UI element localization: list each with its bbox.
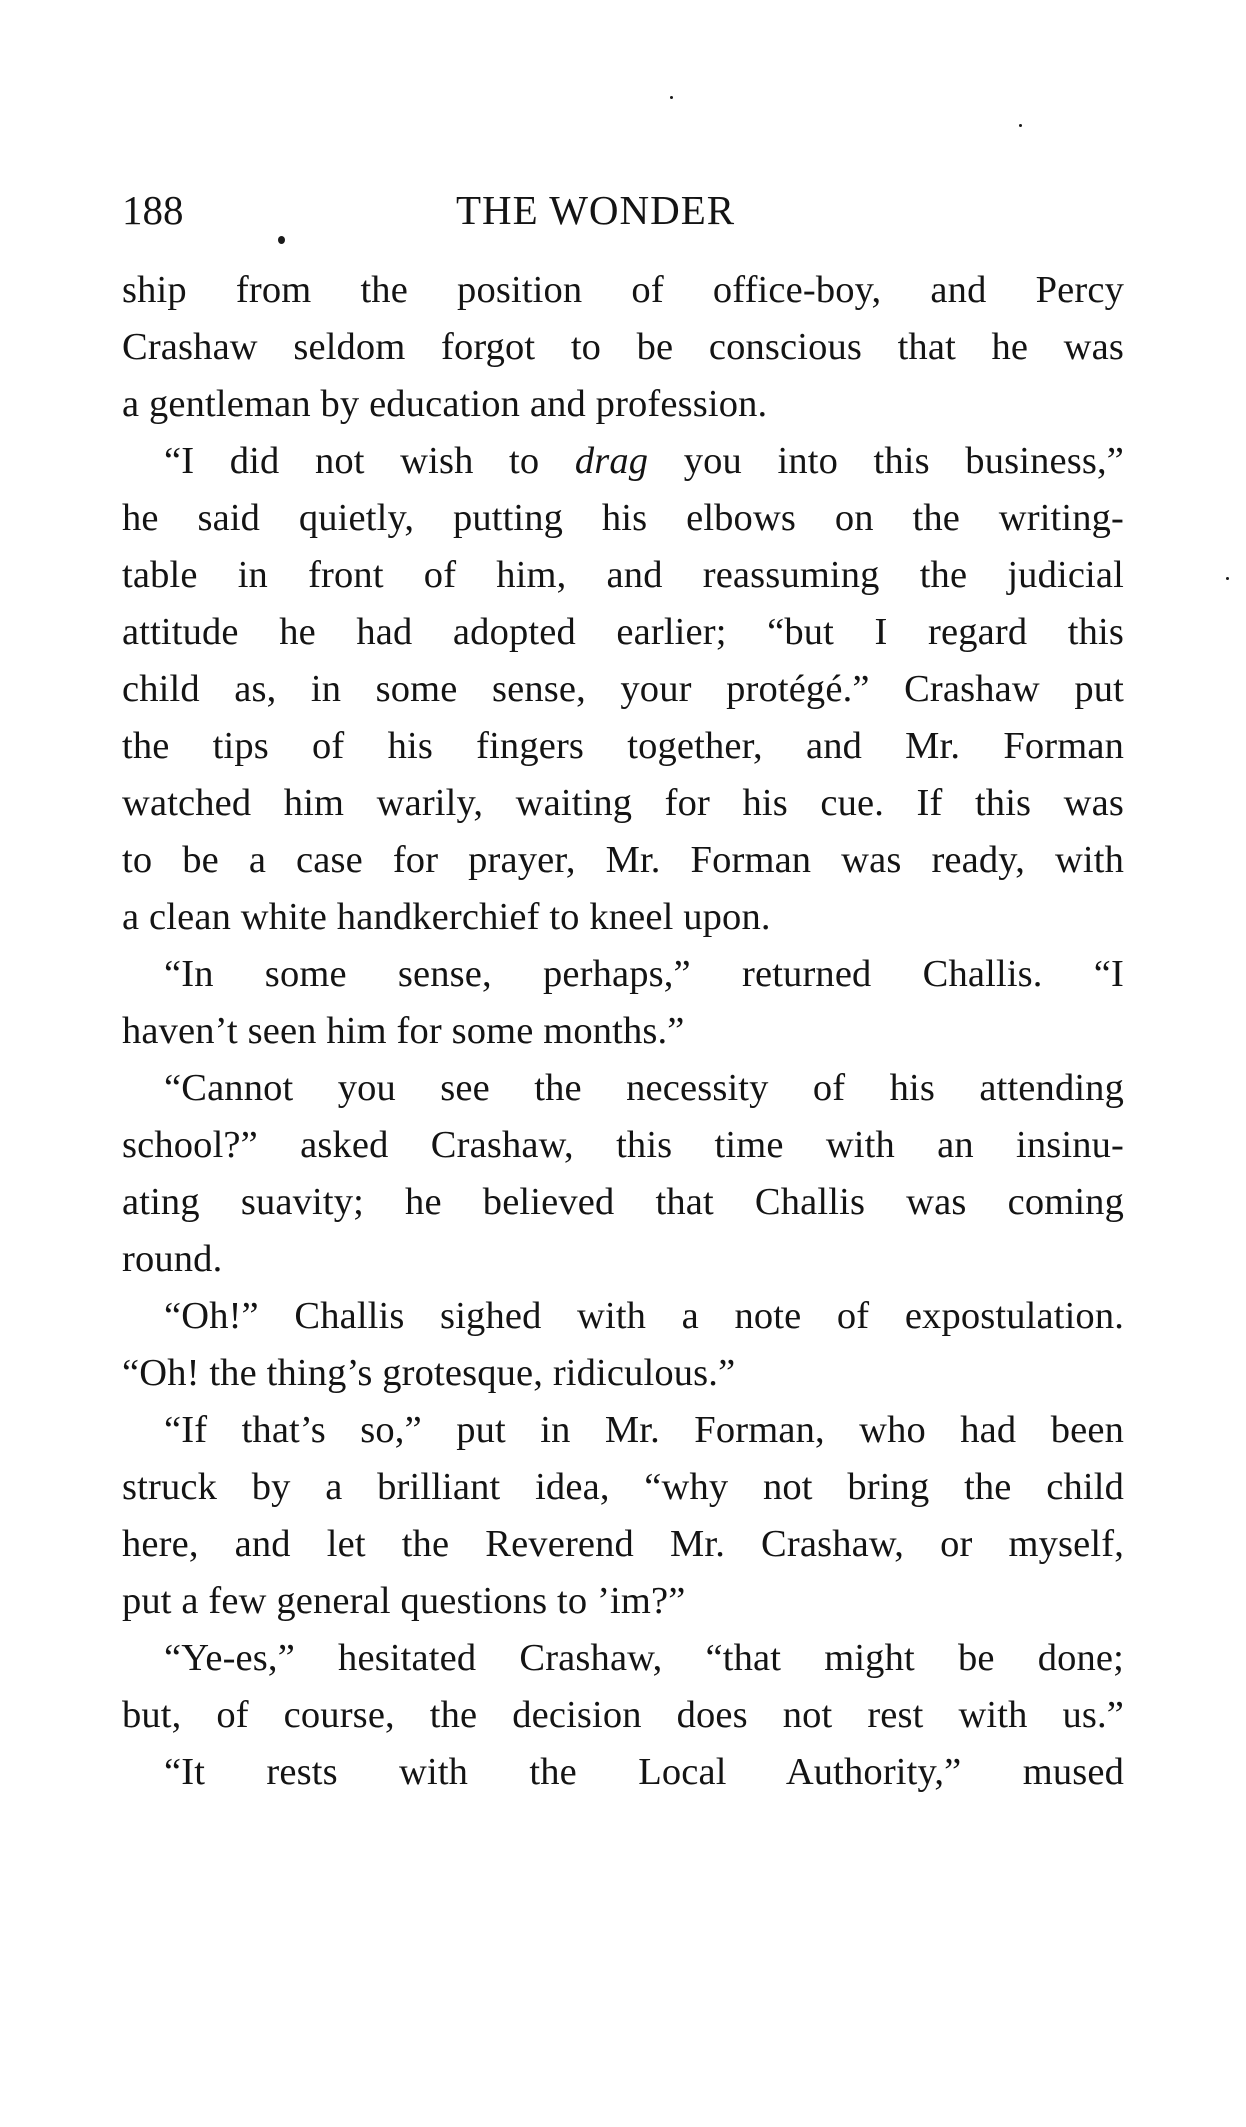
- text-line: put a few general questions to ’im?”: [122, 1580, 686, 1622]
- text-line: struck by a brilliant idea, “why not bring the child: [122, 1466, 1124, 1508]
- text-line: child as, in some sense, your protégé.” Crashaw put: [122, 668, 1124, 710]
- text-line: “I did not wish to drag you into this business,”: [164, 440, 1124, 482]
- text-line: ship from the position of office-boy, and Percy: [122, 269, 1124, 311]
- text-line: here, and let the Reverend Mr. Crashaw, or myself,: [122, 1523, 1124, 1565]
- text-line: “If that’s so,” put in Mr. Forman, who had been: [164, 1409, 1124, 1451]
- print-speck: [1226, 577, 1229, 580]
- text-line: “It rests with the Local Authority,” mused: [164, 1751, 1124, 1793]
- text-line: haven’t seen him for some months.”: [122, 1010, 685, 1052]
- print-speck: [670, 96, 673, 99]
- text-line: he said quietly, putting his elbows on the writing-: [122, 497, 1124, 539]
- text-line: school?” asked Crashaw, this time with an insinu-: [122, 1124, 1124, 1166]
- emphasized-word: drag: [574, 440, 649, 482]
- text-line: “In some sense, perhaps,” returned Challis. “I: [164, 953, 1124, 995]
- text-line: a clean white handkerchief to kneel upon.: [122, 896, 771, 938]
- body-text: [122, 262, 1124, 1801]
- text-line: but, of course, the decision does not rest with us.”: [122, 1694, 1124, 1736]
- text-line: “Oh! the thing’s grotesque, ridiculous.”: [122, 1352, 736, 1394]
- running-title: THE WONDER: [456, 187, 736, 233]
- page-header: [118, 180, 1130, 240]
- text-line: the tips of his fingers together, and Mr. Forman: [122, 725, 1124, 767]
- text-line: Crashaw seldom forgot to be conscious that he was: [122, 326, 1124, 368]
- text-line: table in front of him, and reassuming the judicial: [122, 554, 1124, 596]
- text-line: a gentleman by education and profession.: [122, 383, 768, 425]
- text-line: “Cannot you see the necessity of his attending: [164, 1067, 1124, 1109]
- text-line: attitude he had adopted earlier; “but I regard this: [122, 611, 1124, 653]
- text-line: to be a case for prayer, Mr. Forman was ready, with: [122, 839, 1124, 881]
- text-line: watched him warily, waiting for his cue. If this was: [122, 782, 1124, 824]
- text-line: “Ye-es,” hesitated Crashaw, “that might be done;: [164, 1637, 1124, 1679]
- text-line: “Oh!” Challis sighed with a note of expostulation.: [164, 1295, 1124, 1337]
- page-number: 188: [122, 187, 184, 233]
- text-line: ating suavity; he believed that Challis was coming: [122, 1181, 1124, 1223]
- text-line: round.: [122, 1238, 223, 1280]
- print-speck: [1019, 124, 1022, 127]
